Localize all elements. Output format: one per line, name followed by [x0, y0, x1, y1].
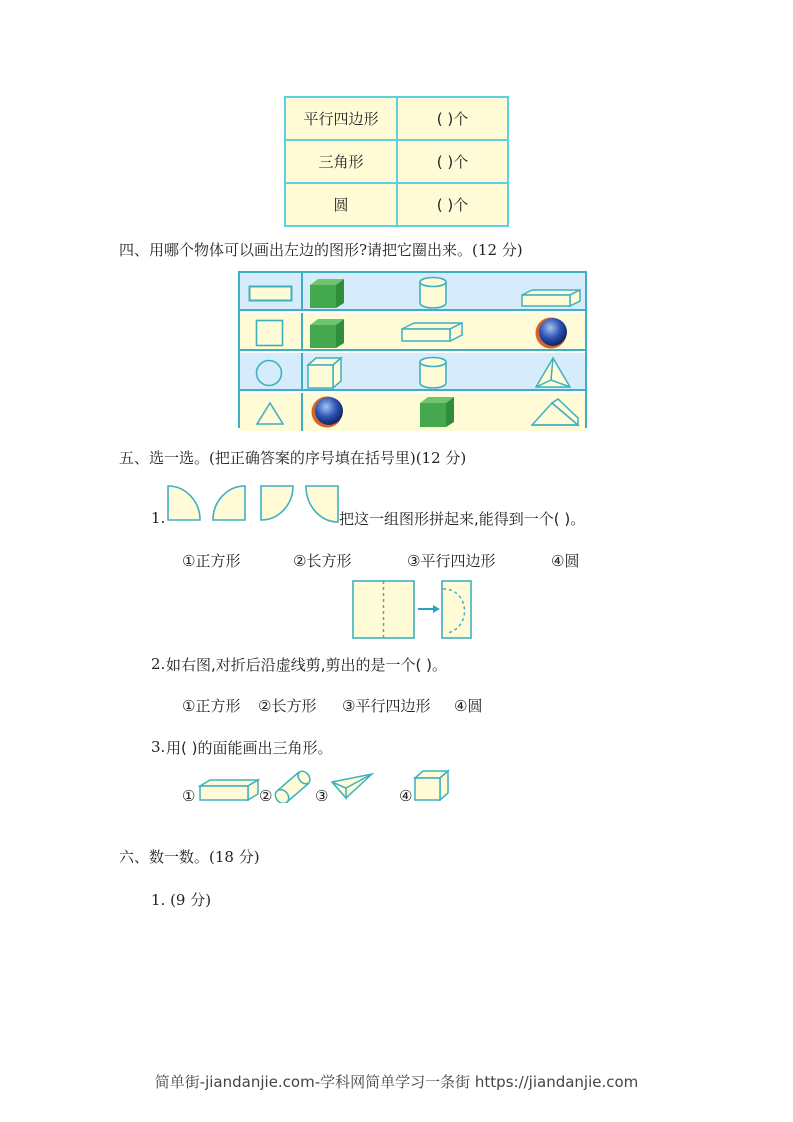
footer-watermark: 简单街-jiandanjie.com-学科网简单学习一条街 https://jiandanjie.com	[154, 1073, 639, 1091]
q3-option-3[interactable]: ③	[315, 787, 329, 805]
green-cube-icon[interactable]	[308, 317, 346, 349]
cylinder-icon[interactable]	[418, 276, 448, 310]
quarter-circle-pieces	[165, 483, 340, 525]
section-6-title: 六、数一数。(18 分)	[119, 848, 260, 866]
question-1-text: 把这一组图形拼起来,能得到一个( )。	[339, 510, 586, 528]
quarter-circle-icon	[168, 486, 338, 522]
q1-option-4[interactable]: ④圆	[551, 552, 580, 570]
ball-icon[interactable]	[534, 316, 568, 350]
triangular-prism-icon[interactable]	[530, 398, 580, 428]
flat-cuboid-icon[interactable]	[520, 289, 582, 309]
shape-row-triangle	[240, 393, 585, 431]
count-answer-blank[interactable]: ( )个	[397, 97, 508, 140]
cylinder-icon[interactable]	[418, 356, 448, 390]
q2-option-4[interactable]: ④圆	[454, 697, 483, 715]
q1-option-1[interactable]: ①正方形	[182, 552, 241, 570]
object-shape-table	[238, 271, 587, 428]
wire-cube-icon[interactable]	[306, 356, 344, 390]
shape-row-circle	[240, 353, 585, 391]
q2-option-1[interactable]: ①正方形	[182, 697, 241, 715]
lying-cylinder-icon[interactable]	[273, 769, 313, 803]
shape-name: 圆	[285, 183, 397, 226]
count-answer-blank[interactable]: ( )个	[397, 140, 508, 183]
section-4-title: 四、用哪个物体可以画出左边的图形?请把它圈出来。(12 分)	[119, 241, 523, 259]
count-answer-blank[interactable]: ( )个	[397, 183, 508, 226]
cube-icon[interactable]	[413, 769, 451, 803]
shape-name: 平行四边形	[285, 97, 397, 140]
q2-option-2[interactable]: ②长方形	[258, 697, 317, 715]
q3-option-4[interactable]: ④	[399, 787, 413, 805]
circle-icon	[254, 358, 284, 388]
triangular-pyramid-icon[interactable]	[534, 356, 572, 390]
q2-option-3[interactable]: ③平行四边形	[342, 697, 431, 715]
square-icon	[255, 319, 285, 347]
green-cube-icon[interactable]	[418, 395, 456, 429]
question-3-number: 3.	[151, 738, 166, 756]
table-row	[285, 183, 508, 226]
ball-icon[interactable]	[310, 395, 344, 429]
section-5-title: 五、选一选。(把正确答案的序号填在括号里)(12 分)	[119, 449, 467, 467]
green-cube-icon[interactable]	[308, 277, 346, 309]
table-row	[285, 140, 508, 183]
fold-cut-diagram	[350, 578, 475, 642]
section-6-question-1: 1. (9 分)	[151, 891, 212, 909]
q3-option-2[interactable]: ②	[259, 787, 273, 805]
triangular-prism-icon[interactable]	[330, 772, 374, 802]
q3-option-1[interactable]: ①	[182, 787, 196, 805]
question-2-text: 如右图,对折后沿虚线剪,剪出的是一个( )。	[166, 656, 448, 674]
shape-row-square	[240, 313, 585, 351]
q1-option-2[interactable]: ②长方形	[293, 552, 352, 570]
arrow-right-icon	[418, 605, 440, 613]
question-3-text: 用( )的面能画出三角形。	[166, 739, 333, 757]
shape-count-table	[284, 96, 509, 227]
cuboid-icon[interactable]	[198, 778, 260, 802]
q1-option-3[interactable]: ③平行四边形	[407, 552, 496, 570]
shape-name: 三角形	[285, 140, 397, 183]
table-row	[285, 97, 508, 140]
triangle-icon	[255, 401, 285, 427]
shape-row-rectangle	[240, 273, 585, 311]
rectangle-icon	[248, 285, 294, 303]
long-cuboid-icon[interactable]	[400, 322, 464, 344]
question-2-number: 2.	[151, 655, 166, 673]
question-1-number: 1.	[151, 509, 166, 527]
